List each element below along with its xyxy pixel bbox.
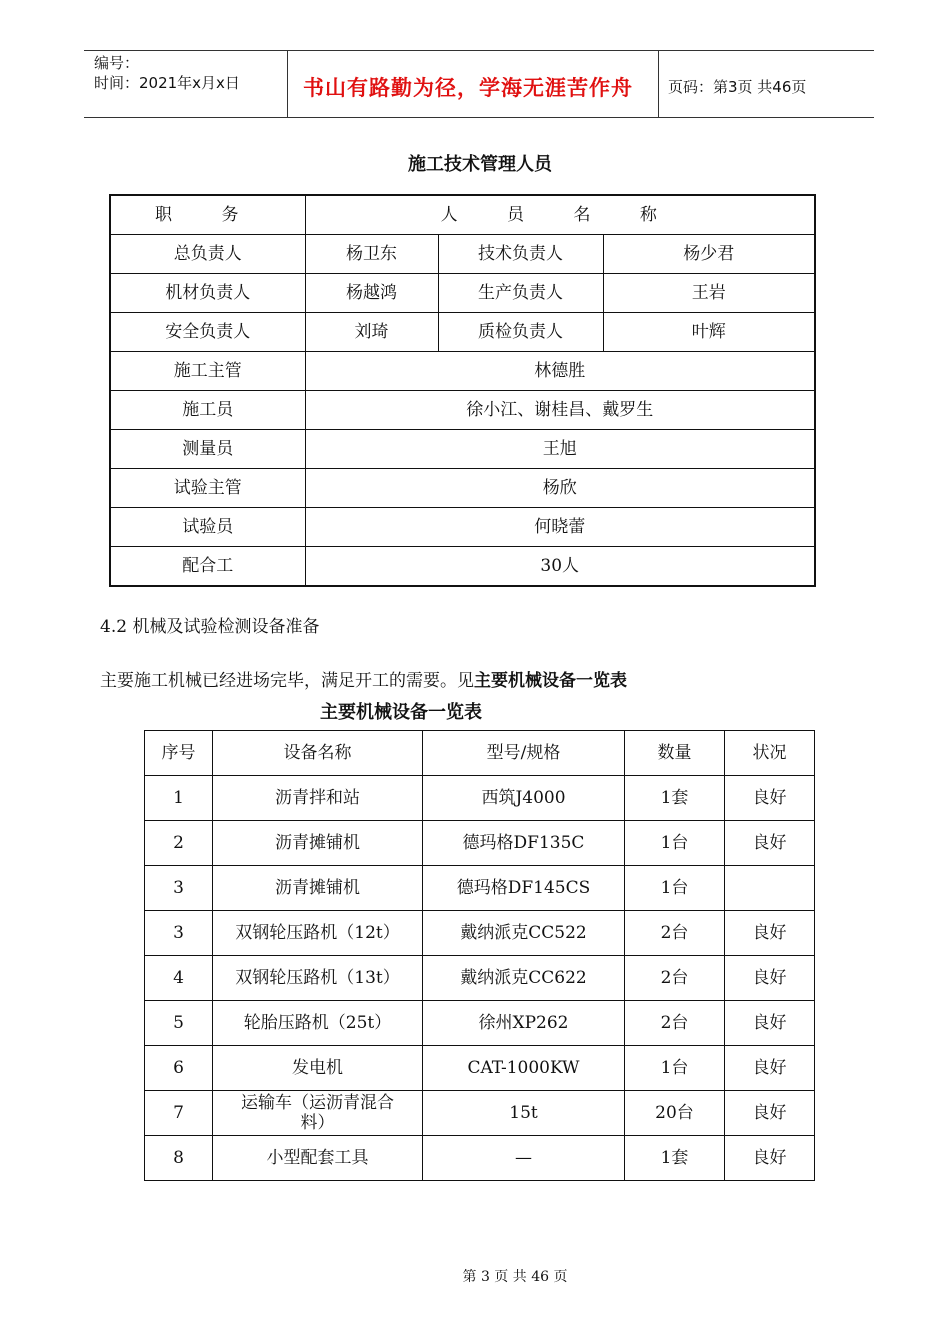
staff-col-names: 人 员 名 称 bbox=[305, 195, 815, 235]
equipment-cell: 2台 bbox=[625, 956, 725, 1001]
equipment-cell: 2台 bbox=[625, 911, 725, 956]
staff-name: 杨少君 bbox=[603, 235, 815, 274]
equipment-cell: 轮胎压路机（25t） bbox=[213, 1001, 423, 1046]
equipment-table-title: 主要机械设备一览表 bbox=[320, 702, 482, 723]
equipment-cell: 良好 bbox=[725, 956, 815, 1001]
equipment-cell: 德玛格DF145CS bbox=[423, 866, 625, 911]
equipment-cell: 1 bbox=[145, 776, 213, 821]
equipment-cell: 沥青摊铺机 bbox=[213, 821, 423, 866]
equipment-cell: — bbox=[423, 1136, 625, 1181]
equipment-cell: 7 bbox=[145, 1091, 213, 1136]
equipment-header-cell: 数量 bbox=[625, 731, 725, 776]
staff-row bbox=[110, 508, 815, 547]
equipment-cell: 3 bbox=[145, 911, 213, 956]
equipment-cell: 双钢轮压路机（12t） bbox=[213, 911, 423, 956]
equipment-header-cell: 序号 bbox=[145, 731, 213, 776]
equipment-cell: 15t bbox=[423, 1091, 625, 1136]
staff-name: 叶辉 bbox=[603, 313, 815, 352]
equipment-cell: 德玛格DF135C bbox=[423, 821, 625, 866]
equipment-cell: 良好 bbox=[725, 821, 815, 866]
staff-role: 配合工 bbox=[110, 547, 305, 587]
section-paragraph-text: 主要施工机械已经进场完毕，满足开工的需要。见 bbox=[100, 671, 474, 691]
section-heading: 4.2 机械及试验检测设备准备 bbox=[100, 617, 320, 637]
staff-role: 机材负责人 bbox=[110, 274, 305, 313]
equipment-cell: 良好 bbox=[725, 1136, 815, 1181]
staff-name: 30人 bbox=[305, 547, 815, 587]
equipment-cell: 20台 bbox=[625, 1091, 725, 1136]
staff-role: 质检负责人 bbox=[438, 313, 603, 352]
equipment-header-row bbox=[145, 731, 815, 776]
equipment-cell: 3 bbox=[145, 866, 213, 911]
staff-name: 林德胜 bbox=[305, 352, 815, 391]
equipment-table bbox=[144, 730, 815, 1181]
header-divider-left bbox=[287, 50, 288, 117]
equipment-cell: 良好 bbox=[725, 1046, 815, 1091]
staff-row bbox=[110, 430, 815, 469]
equipment-cell: 双钢轮压路机（13t） bbox=[213, 956, 423, 1001]
equipment-cell: 1台 bbox=[625, 1046, 725, 1091]
equipment-cell: CAT-1000KW bbox=[423, 1046, 625, 1091]
equipment-row bbox=[145, 1091, 815, 1136]
equipment-header-cell: 型号/规格 bbox=[423, 731, 625, 776]
equipment-cell: 沥青拌和站 bbox=[213, 776, 423, 821]
equipment-row bbox=[145, 1136, 815, 1181]
staff-role: 测量员 bbox=[110, 430, 305, 469]
equipment-cell: 徐州XP262 bbox=[423, 1001, 625, 1046]
equipment-cell: 良好 bbox=[725, 1091, 815, 1136]
staff-role: 试验员 bbox=[110, 508, 305, 547]
equipment-cell: 良好 bbox=[725, 1001, 815, 1046]
staff-name: 徐小江、谢桂昌、戴罗生 bbox=[305, 391, 815, 430]
staff-col-role: 职 务 bbox=[110, 195, 305, 235]
header-number-label: 编号： bbox=[94, 54, 140, 72]
equipment-cell: 5 bbox=[145, 1001, 213, 1046]
equipment-row bbox=[145, 821, 815, 866]
equipment-cell: 4 bbox=[145, 956, 213, 1001]
equipment-row bbox=[145, 956, 815, 1001]
equipment-cell: 1台 bbox=[625, 821, 725, 866]
staff-name: 王旭 bbox=[305, 430, 815, 469]
equipment-cell: 小型配套工具 bbox=[213, 1136, 423, 1181]
header-bottom-rule bbox=[84, 117, 874, 118]
equipment-row bbox=[145, 1046, 815, 1091]
staff-row bbox=[110, 391, 815, 430]
equipment-cell: 戴纳派克CC622 bbox=[423, 956, 625, 1001]
staff-role: 安全负责人 bbox=[110, 313, 305, 352]
header-page-info: 页码：第3页 共46页 bbox=[668, 78, 807, 96]
staff-name: 杨卫东 bbox=[305, 235, 438, 274]
header-top-rule bbox=[84, 50, 874, 51]
equipment-cell: 2台 bbox=[625, 1001, 725, 1046]
equipment-cell: 戴纳派克CC522 bbox=[423, 911, 625, 956]
staff-row bbox=[110, 313, 815, 352]
staff-role: 施工员 bbox=[110, 391, 305, 430]
staff-name: 杨欣 bbox=[305, 469, 815, 508]
staff-header-row bbox=[110, 195, 815, 235]
staff-table-title: 施工技术管理人员 bbox=[408, 154, 552, 175]
staff-role: 技术负责人 bbox=[438, 235, 603, 274]
equipment-header-cell: 状况 bbox=[725, 731, 815, 776]
equipment-cell: 沥青摊铺机 bbox=[213, 866, 423, 911]
equipment-cell: 西筑J4000 bbox=[423, 776, 625, 821]
staff-name: 王岩 bbox=[603, 274, 815, 313]
staff-row bbox=[110, 352, 815, 391]
page-footer: 第 3 页 共 46 页 bbox=[462, 1269, 568, 1285]
staff-row bbox=[110, 469, 815, 508]
staff-role: 总负责人 bbox=[110, 235, 305, 274]
staff-row bbox=[110, 547, 815, 587]
section-paragraph-bold: 主要机械设备一览表 bbox=[474, 671, 627, 691]
staff-name: 杨越鸿 bbox=[305, 274, 438, 313]
equipment-cell bbox=[725, 866, 815, 911]
staff-row bbox=[110, 274, 815, 313]
section-paragraph bbox=[100, 666, 627, 691]
equipment-row bbox=[145, 911, 815, 956]
equipment-cell: 8 bbox=[145, 1136, 213, 1181]
equipment-cell: 1台 bbox=[625, 866, 725, 911]
header-motto: 书山有路勤为径，学海无涯苦作舟 bbox=[303, 76, 633, 100]
equipment-row bbox=[145, 1001, 815, 1046]
staff-role: 生产负责人 bbox=[438, 274, 603, 313]
equipment-cell: 良好 bbox=[725, 911, 815, 956]
equipment-row bbox=[145, 776, 815, 821]
header-time-label: 时间：2021年x月x日 bbox=[94, 74, 240, 92]
staff-row bbox=[110, 235, 815, 274]
equipment-cell: 良好 bbox=[725, 776, 815, 821]
equipment-cell: 发电机 bbox=[213, 1046, 423, 1091]
staff-name: 何晓蕾 bbox=[305, 508, 815, 547]
staff-name: 刘琦 bbox=[305, 313, 438, 352]
equipment-cell: 运输车（运沥青混合料） bbox=[213, 1091, 423, 1136]
equipment-cell: 6 bbox=[145, 1046, 213, 1091]
equipment-cell: 1套 bbox=[625, 1136, 725, 1181]
equipment-row bbox=[145, 866, 815, 911]
equipment-cell: 2 bbox=[145, 821, 213, 866]
equipment-header-cell: 设备名称 bbox=[213, 731, 423, 776]
equipment-cell: 1套 bbox=[625, 776, 725, 821]
header-divider-right bbox=[658, 50, 659, 117]
staff-table bbox=[109, 194, 816, 587]
staff-role: 施工主管 bbox=[110, 352, 305, 391]
staff-role: 试验主管 bbox=[110, 469, 305, 508]
